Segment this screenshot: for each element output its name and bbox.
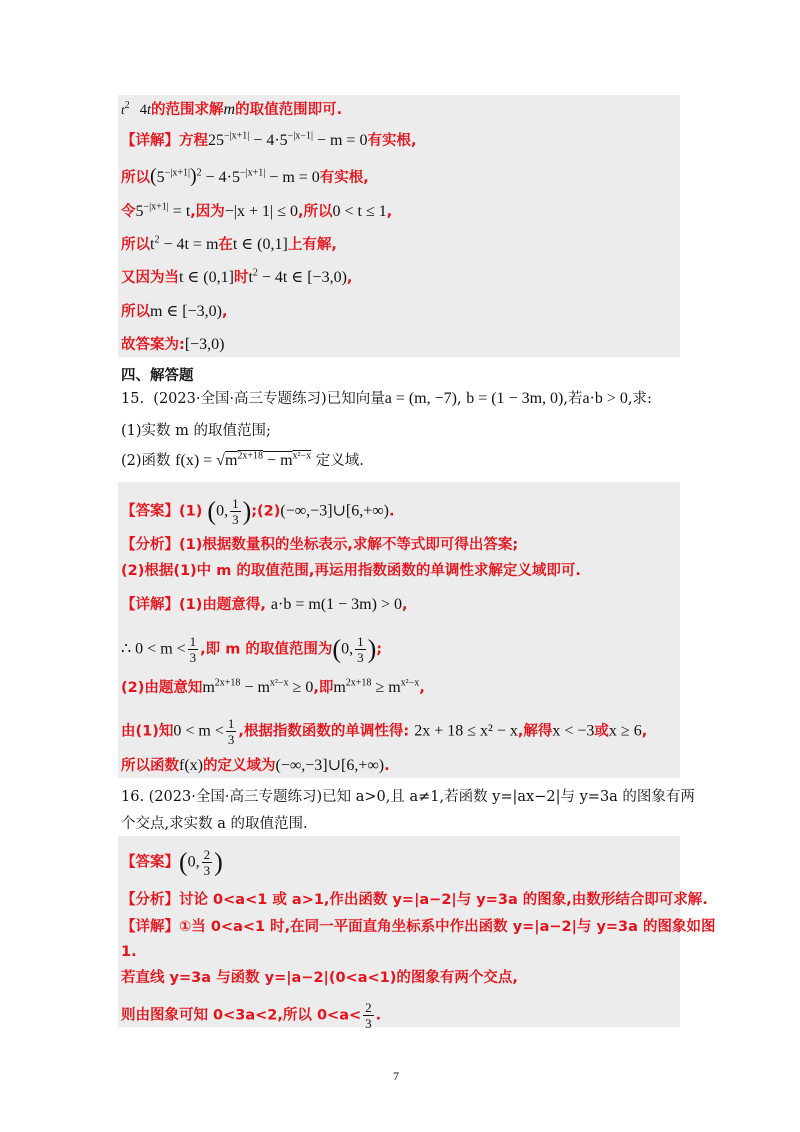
section-title: 四、解答题 bbox=[121, 368, 194, 384]
q15-sub1: (1)实数 m 的取值范围; bbox=[121, 423, 271, 439]
q16-answer: 【答案】(0, $\frac{2}{3}$ ) bbox=[121, 847, 223, 878]
q15-analysis1: 【分析】(1)根据数量积的坐标表示,求解不等式即可得出答案; bbox=[121, 537, 519, 553]
q16-detail2: 1. bbox=[121, 944, 137, 960]
q15-detail3: (2)由题意知$m^{2x+18} - m^{x^2-x} \ge 0$,即$m^{2x+18} \ge m^{x^2-x}$, bbox=[121, 677, 425, 696]
q15-detail1: 【详解】(1)由题意得, a·b = m(1 − 3m) > 0, bbox=[121, 596, 408, 613]
page-number: 7 bbox=[393, 1069, 399, 1083]
block1-line6: 所以m ∈ [−3,0), bbox=[121, 303, 228, 320]
q15-detail4: 由(1)知0 < m < $\frac{1}{3}$ ,根据指数函数的单调性得: 2x + 18 ≤ x² − x,解得x < −3或x ≥ 6, bbox=[121, 716, 648, 747]
q15-answer: 【答案】(1) (0, $\frac{1}{3}$ );(2)(−∞,−3]∪[6,+∞). bbox=[121, 496, 395, 527]
q16-stem-line2: 个交点,求实数 a 的取值范围. bbox=[121, 816, 308, 832]
q15-detail2: ∴ 0 < m < $\frac{1}{3}$ ,即 m 的取值范围为(0, $\frac{1}{3}$ ); bbox=[121, 634, 383, 665]
q15-stem: 15. (2023·全国·高三专题练习)已知向量a = (m, −7), b = (1 − 3m, 0),若a·b > 0,求: bbox=[121, 390, 652, 407]
block1-line7: 故答案为:[−3,0) bbox=[121, 336, 225, 353]
q16-detail1: 【详解】①当 0<a<1 时,在同一平面直角坐标系中作出函数 y=|a−2|与 y=3a 的图象如图 bbox=[121, 919, 716, 935]
q15-sub2: (2)函数 $f(x) = √m^{2x+18} - m^{x^2-x}$ 定义域. bbox=[121, 450, 364, 469]
q15-analysis2: (2)根据(1)中 m 的取值范围,再运用指数函数的单调性求解定义域即可. bbox=[121, 563, 581, 579]
block1-line5: 又因为当t ∈ (0,1]时$t^2 - 4t$ ∈ [−3,0), bbox=[121, 267, 353, 286]
block1-line0: $t^2$ 4t的范围求解m的取值范围即可. bbox=[121, 100, 343, 118]
block1-detail-line: 【详解】方程$25^{-|x+1|} - 4\cdot 5^{-|x-1|} - m = 0$有实根, bbox=[121, 130, 417, 149]
block1-line4: 所以$t^2 - 4t = m$在t ∈ (0,1]上有解, bbox=[121, 234, 337, 253]
q15-detail5: 所以函数f(x)的定义域为(−∞,−3]∪[6,+∞). bbox=[121, 757, 390, 774]
q16-detail3: 若直线 y=3a 与函数 y=|a−2|(0<a<1)的图象有两个交点, bbox=[121, 970, 518, 986]
block1-line2: 所以$(5^{-|x+1|})^2 - 4\cdot 5^{-|x+1|} - m = 0$有实根, bbox=[121, 165, 369, 187]
q16-analysis: 【分析】讨论 0<a<1 或 a>1,作出函数 y=|a−2|与 y=3a 的图象,由数形结合即可求解. bbox=[121, 892, 708, 908]
q16-stem-line1: 16. (2023·全国·高三专题练习)已知 a>0,且 a≠1,若函数 y=|ax−2|与 y=3a 的图象有两 bbox=[121, 789, 695, 805]
block1-line3: 令$5^{-|x+1|} = t$,因为−|x + 1| ≤ 0,所以0 < t ≤ 1, bbox=[121, 201, 393, 220]
q16-detail4: 则由图象可知 0<3a<2,所以 0<a< $\frac{2}{3}$ . bbox=[121, 1000, 382, 1031]
